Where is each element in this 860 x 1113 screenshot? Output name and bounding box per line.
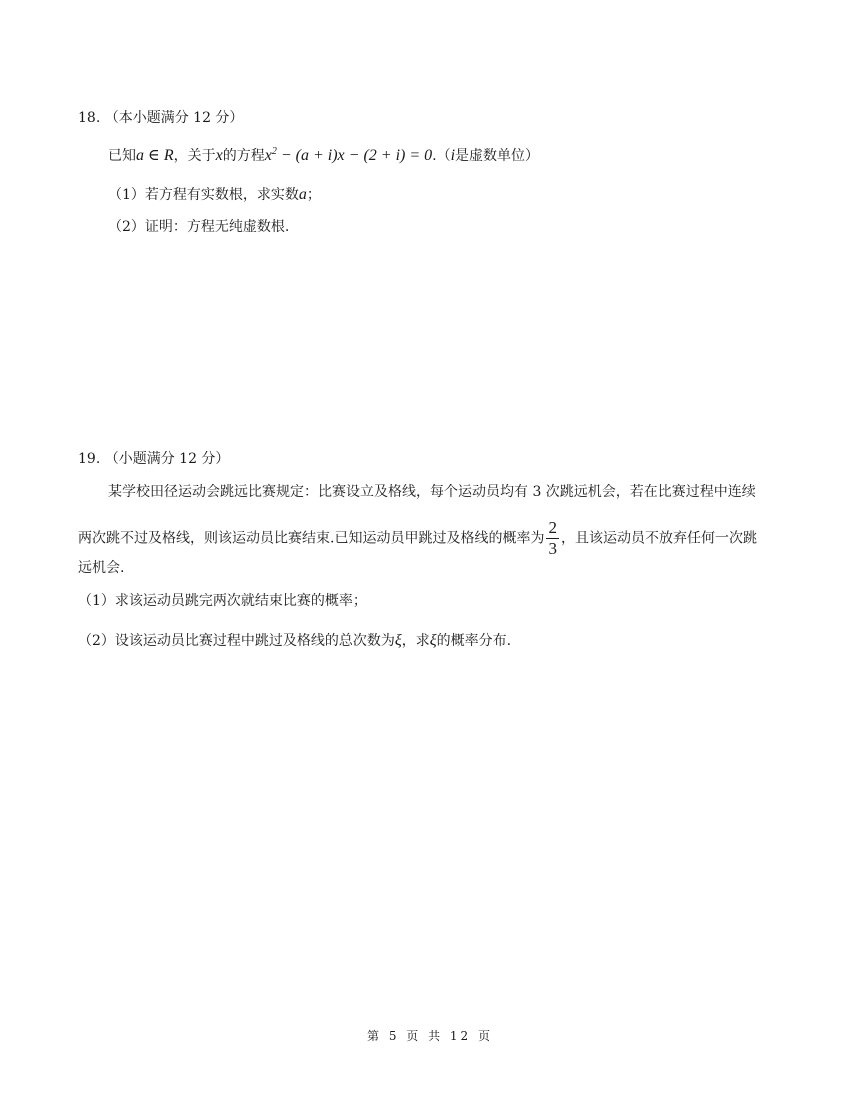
q18-stem-prefix: 已知 [108, 148, 136, 164]
q19-part1: （1）求该运动员跳完两次就结束比赛的概率； [78, 593, 367, 609]
q19-para-line2-suffix: ，且该运动员不放弃任何一次跳 [560, 530, 757, 547]
q19-para-line2 [78, 518, 757, 559]
q19-para-line3: 远机会. [78, 560, 125, 576]
q18-equation-rest: − (a + i)x − (2 + i) = 0 [276, 147, 433, 164]
q19-part2-var2: ξ [429, 632, 437, 649]
q18-part1-text: （1）若方程有实数根，求实数 [108, 187, 299, 203]
page-footer: 第 5 页 共 12 页 [367, 1029, 493, 1043]
q19-part2-var: ξ [394, 632, 402, 649]
q19-fraction [546, 518, 559, 559]
q19-part2-mid: ，求 [401, 633, 430, 649]
q19-fraction-denominator: 3 [548, 539, 557, 558]
q18-part1 [108, 185, 321, 205]
q18-stem [108, 146, 539, 166]
q18-equation-base: x [264, 147, 272, 164]
q18-part2: （2）证明：方程无纯虚数根. [108, 219, 290, 235]
q18-header: 18. （本小题满分 12 分） [78, 110, 244, 126]
q18-equation [265, 147, 432, 164]
q18-var-x: x [215, 147, 223, 164]
q18-var-i: i [450, 147, 456, 164]
q18-condition: a ∈ R [136, 147, 174, 164]
q19-para-line2-prefix: 两次跳不过及格线，则该运动员比赛结束.已知运动员甲跳过及格线的概率为 [78, 530, 545, 547]
q19-part2 [78, 631, 511, 651]
q19-part2-suffix: 的概率分布. [436, 633, 512, 649]
q19-part2-prefix: （2）设该运动员比赛过程中跳过及格线的总次数为 [78, 633, 395, 649]
q18-stem-mid2: 的方程 [222, 148, 265, 164]
q18-stem-dot: .（ [432, 148, 451, 164]
q19-para-line1: 某学校田径运动会跳远比赛规定：比赛设立及格线，每个运动员均有 3 次跳远机会，若在比赛过程中连续 [108, 484, 756, 500]
q19-header: 19. （小题满分 12 分） [78, 451, 230, 467]
q19-fraction-numerator: 2 [548, 518, 557, 537]
q18-part1-var: a [298, 186, 307, 203]
q18-equation-exponent: 2 [271, 146, 277, 157]
q18-part1-suffix: ； [306, 187, 321, 203]
q18-stem-mid: ，关于 [173, 148, 216, 164]
q18-stem-suffix: 是虚数单位） [455, 148, 540, 164]
